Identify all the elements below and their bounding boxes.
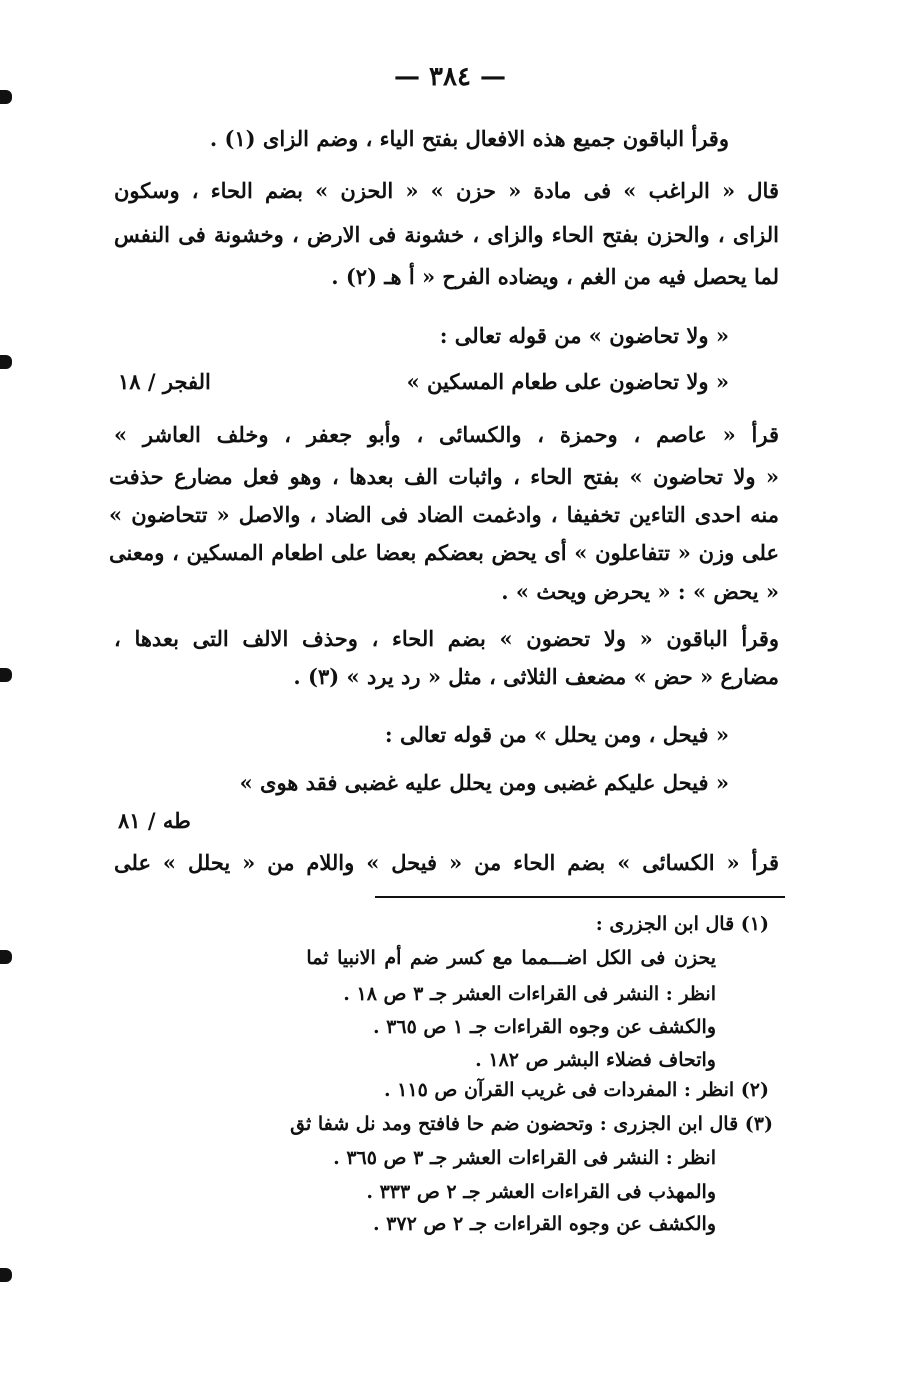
text-line: قرأ « الكسائى » بضم الحاء من « فيحل » واللام من « يحلل » على xyxy=(114,850,779,875)
binding-hole-mark xyxy=(0,1268,12,1282)
footnote-line: انظر : النشر فى القراءات العشر جـ ٣ ص ٣٦٥ . xyxy=(333,1147,716,1169)
footnote-line: (٢) انظر : المفردات فى غريب القرآن ص ١١٥ . xyxy=(383,1079,769,1101)
text-line: « يحض » : « يحرض ويحث » . xyxy=(501,579,779,604)
text-line: مضارع « حض » مضعف الثلاثى ، مثل « رد يرد » (٣) . xyxy=(293,664,779,689)
text-line: لما يحصل فيه من الغم ، ويضاده الفرح « أ هـ (٢) . xyxy=(331,264,779,289)
text-line: الزاى ، والحزن بفتح الحاء والزاى ، خشونة فى الارض ، وخشونة فى النفس xyxy=(114,222,779,247)
text-line: منه احدى التاءين تخفيفا ، وادغمت الضاد فى الضاد ، والاصل « تتحاضون » xyxy=(109,502,779,527)
footnote-line: يحزن فى الكل اضـــمما مع كسر ضم أم الانبيا ثما xyxy=(306,947,716,969)
page-number: — ٣٨٤ — xyxy=(393,62,507,92)
text-line: وقرأ الباقون جميع هذه الافعال بفتح الياء ، وضم الزاى (١) . xyxy=(209,126,729,151)
binding-hole-mark xyxy=(0,90,12,104)
footnote-separator xyxy=(375,896,785,898)
footnote-line: والمهذب فى القراءات العشر جـ ٢ ص ٣٣٣ . xyxy=(366,1181,716,1203)
footnote-line: (١) قال ابن الجزرى : xyxy=(595,913,769,935)
footnote-line: والكشف عن وجوه القراءات جـ ٢ ص ٣٧٢ . xyxy=(372,1213,716,1235)
verse-reference: الفجر / ١٨ xyxy=(118,369,211,394)
binding-hole-mark xyxy=(0,355,12,369)
binding-hole-mark xyxy=(0,668,12,682)
text-line: « ولا تحاضون » من قوله تعالى : xyxy=(439,323,729,348)
text-line: على وزن « تتفاعلون » أى يحض بعضكم بعضا على اطعام المسكين ، ومعنى xyxy=(109,540,779,565)
quran-verse: « ولا تحاضون على طعام المسكين » xyxy=(406,369,729,394)
verse-reference: طه / ٨١ xyxy=(118,808,191,833)
text-line: « ولا تحاضون » بفتح الحاء ، واثبات الف بعدها ، وهو فعل مضارع حذفت xyxy=(109,464,779,489)
text-line: « فيحل ، ومن يحلل » من قوله تعالى : xyxy=(384,722,729,747)
text-line: قال « الراغب » فى مادة « حزن » « الحزن » بضم الحاء ، وسكون xyxy=(114,178,779,203)
text-line: وقرأ الباقون « ولا تحضون » بضم الحاء ، وحذف الالف التى بعدها ، xyxy=(114,626,779,651)
footnote-line: انظر : النشر فى القراءات العشر جـ ٣ ص ١٨ . xyxy=(343,983,716,1005)
footnote-line: (٣) قال ابن الجزرى : وتحضون ضم حا فافتح ومد نل شفا ثق xyxy=(290,1113,773,1135)
binding-hole-mark xyxy=(0,950,12,964)
footnote-line: والكشف عن وجوه القراءات جـ ١ ص ٣٦٥ . xyxy=(372,1016,716,1038)
footnote-line: واتحاف فضلاء البشر ص ١٨٢ . xyxy=(475,1049,716,1071)
quran-verse: « فيحل عليكم غضبى ومن يحلل عليه غضبى فقد هوى » xyxy=(239,770,729,795)
text-line: قرأ « عاصم ، وحمزة ، والكسائى ، وأبو جعفر ، وخلف العاشر » xyxy=(114,422,779,447)
